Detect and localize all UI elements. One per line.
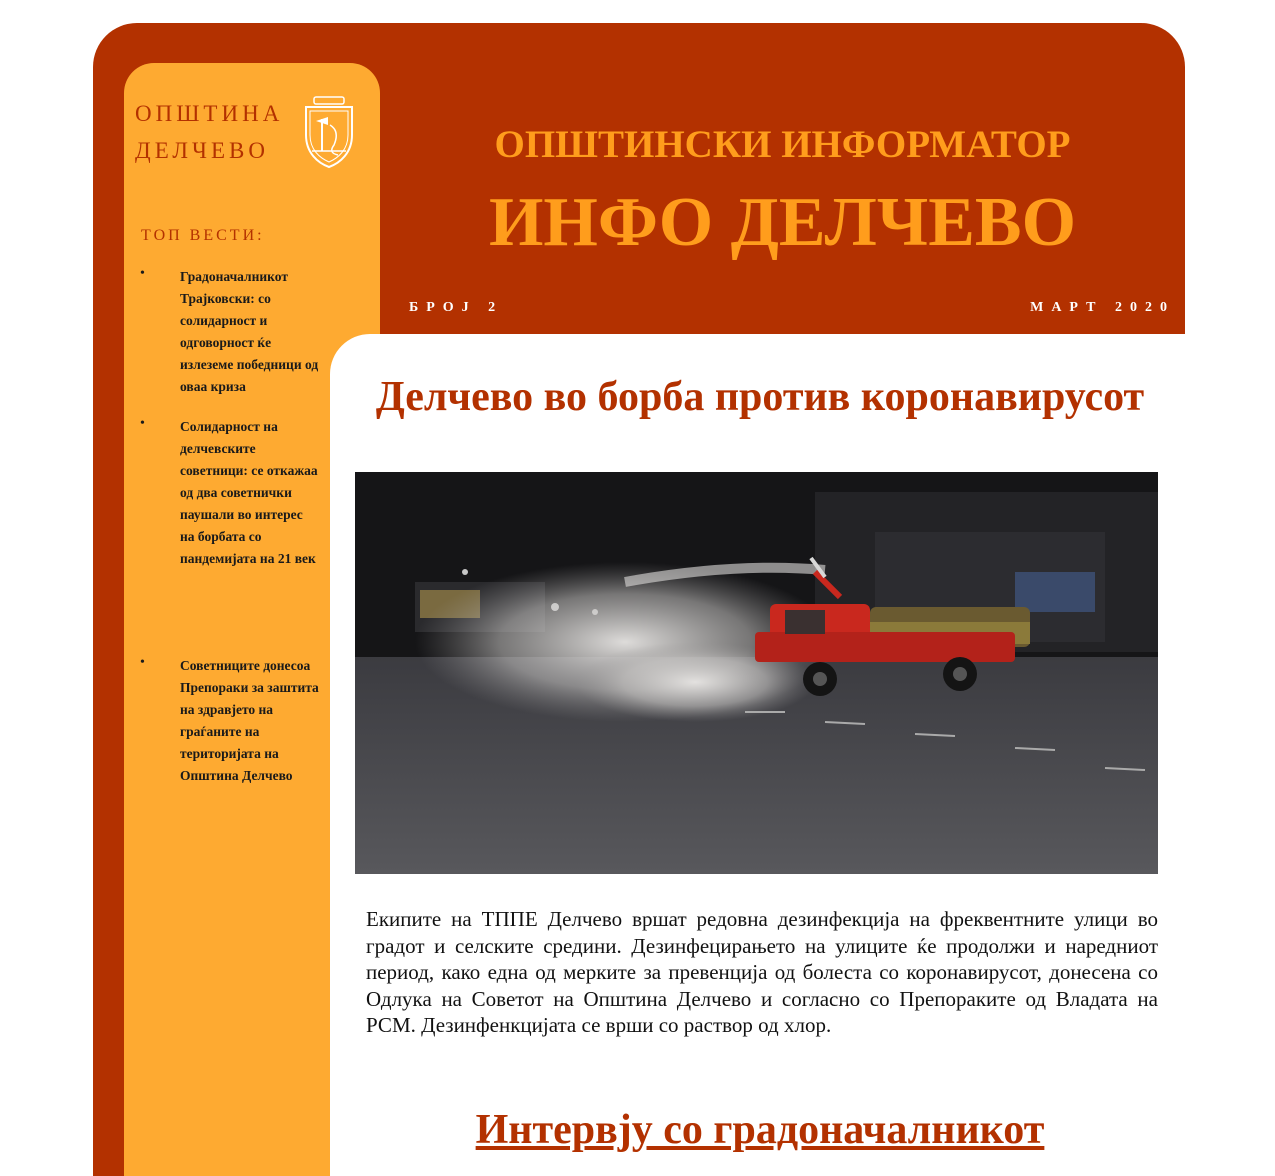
bullet-icon: • bbox=[140, 655, 145, 670]
news-item-text[interactable]: Советниците донесоа Препораки за заштита на здравјето на граѓаните на територијата на Општина Делчево bbox=[180, 658, 319, 783]
news-item-text[interactable]: Градоначалникот Трајковски: со солидарност и одговорност ќе излеземе победници од оваа криза bbox=[180, 269, 319, 394]
news-item-text[interactable]: Солидарност на делчевските советници: се откажаа од два советнички паушали во интерес на борбата со пандемијата на 21 век bbox=[180, 419, 318, 566]
article-headline: Делчево во борба против коронавирусот bbox=[375, 374, 1145, 420]
bullet-icon: • bbox=[140, 266, 145, 281]
issue-date: МАРТ 2020 bbox=[1030, 300, 1175, 315]
municipality-name-line2: ДЕЛЧЕВО bbox=[135, 138, 269, 163]
issue-number: БРОЈ 2 bbox=[409, 300, 504, 315]
masthead-title: ИНФО ДЕЛЧЕВО bbox=[488, 184, 1077, 261]
article-photo bbox=[355, 472, 1158, 874]
bullet-icon: • bbox=[140, 416, 145, 431]
fire-truck-disinfection-image bbox=[355, 472, 1158, 874]
article-body: Екипите на ТППЕ Делчево вршат редовна дезинфекција на фреквентните улици во градот и селските средини. Дезинфецирањето на улиците ќе продолжи и наредниот период, како една од мерките за превенција од болеста со коронавирусот, донесена со Одлука на Советот на Општина Делчево и согласно со Препораките од Владата на РСМ. Дезинфенкцијата се врши со раствор од хлор. bbox=[366, 907, 1158, 1037]
municipality-coat-of-arms-logo bbox=[300, 95, 358, 169]
masthead-subtitle: ОПШТИНСКИ ИНФОРМАТОР bbox=[494, 123, 1071, 166]
municipality-name-line1: ОПШТИНА bbox=[135, 101, 284, 126]
top-news-heading: ТОП ВЕСТИ: bbox=[141, 227, 265, 244]
interview-headline-link[interactable]: Интервју со градоначалникот bbox=[475, 1107, 1045, 1153]
